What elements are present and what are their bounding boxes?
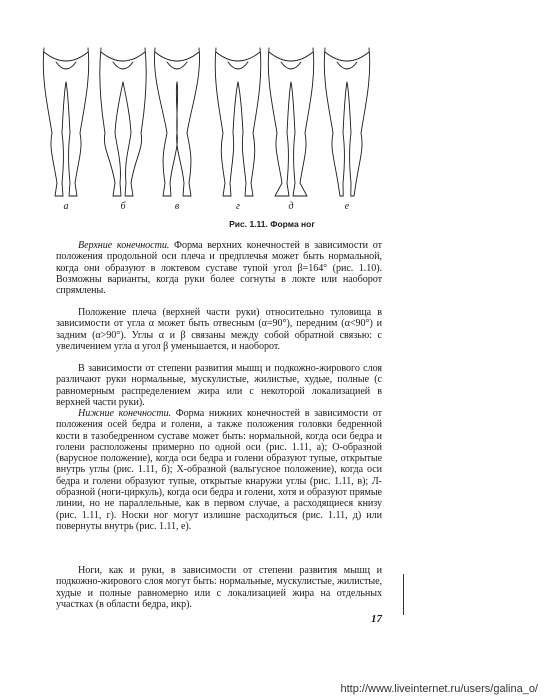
leg-figure-b: [100, 48, 146, 196]
hip-line: [269, 52, 313, 69]
paragraph-lead: Нижние конечности.: [78, 408, 172, 419]
figure-label-a: а: [63, 201, 69, 212]
paragraph-body: Ноги, как и руки, в зависимости от степени развития мышц и подкожно-жирового слоя могут быть: нормальные, мускулистые, жилистые, худые и полные равномерно или с локализацией жира на отдельных участках (в области бедра, икр).: [56, 565, 382, 610]
paragraph-lower-limbs: [56, 408, 382, 532]
leg-figure-c: [154, 48, 199, 196]
left-leg-outline: [215, 48, 238, 196]
paragraph-leg-types: [56, 565, 382, 610]
hip-line: [216, 52, 260, 69]
hip-line: [44, 52, 88, 69]
paragraph-body: Форма верхних конечностей в зависимости от положения продольной оси плеча и предплечья может быть нормальной, когда они образуют в локтевом суставе тупой угол β=164° (рис. 1.10). Возможны варианты, когда руки более согнуты в локте или наоборот спрямлены.: [56, 240, 382, 297]
left-leg-outline: [100, 48, 123, 196]
paragraph-body: Положение плеча (верхней части руки) относительно туловища в зависимости от угла α может быть отвесным (α=90°), передним (α<90°) и задним (α>90°). Углы α и β связаны между собой обратной связью: с увеличением угла α угол β уменьшается, и наоборот.: [56, 307, 382, 352]
footer-url: http://www.liveinternet.ru/users/galina_o/: [340, 683, 538, 695]
paragraph-lead: Верхние конечности.: [78, 240, 170, 251]
leg-figure-e: [268, 48, 313, 196]
figure-label-d: д: [288, 201, 294, 212]
paragraph-shoulder-position: [56, 307, 382, 352]
left-leg-outline: [154, 48, 177, 196]
left-leg-outline: [43, 48, 66, 196]
hip-line: [155, 52, 199, 69]
hip-line: [101, 52, 145, 69]
paragraph-body: В зависимости от степени развития мышц и подкожно-жирового слоя различают руки нормальные, мускулистые, жилистые, худые, полные (с равномерным распределением жира или с некоторой локализацией в верхней части руки).: [56, 363, 382, 408]
figure-label-g: г: [236, 201, 240, 212]
right-leg-outline: [347, 48, 370, 196]
left-leg-outline: [324, 48, 347, 196]
right-leg-outline: [123, 48, 146, 196]
figure-label-e: е: [344, 201, 350, 212]
right-leg-outline: [177, 48, 200, 196]
left-leg-outline: [268, 48, 291, 196]
page-number: 17: [371, 613, 382, 625]
paragraph-upper-limbs: [56, 240, 382, 296]
leg-figure-a: [43, 48, 88, 196]
figure-caption: Рис. 1.11. Форма ног: [229, 219, 315, 229]
hip-line: [325, 52, 369, 69]
leg-figure-d: [215, 48, 261, 196]
paragraph-arm-types: [56, 363, 382, 408]
figure-label-v: в: [174, 201, 180, 212]
leg-figure-f: [324, 48, 369, 196]
right-leg-outline: [238, 48, 261, 196]
paragraph-body: Форма нижних конечностей в зависимости от положения осей бедра и голени, а также положения головки бедренной кости в тазобедренном суставе может быть: нормальной, когда оси бедра и голени расположены примерно по одной оси (рис. 1.11, а); О-образной (варусное положение), когда оси бедра и голени образуют тупые, открытые внутрь углы (рис. 1.11, б); Х-образной (вальгусное положение), когда оси бедра и голени образуют тупые, открытые кнаружи углы (рис. 1.11, в); Л-образной (ноги-циркуль), когда оси бедра и голени, хотя и образуют прямые линии, но не параллельные, как в первом случае, а расходящиеся книзу (рис. 1.11, г). Носки ног могут излишне расходиться (рис. 1.11, д) или повернуты внутрь (рис. 1.11, е).: [56, 408, 382, 532]
right-leg-outline: [66, 48, 89, 196]
right-leg-outline: [291, 48, 314, 196]
figure-label-b: б: [120, 201, 126, 212]
margin-rule: [403, 574, 404, 615]
